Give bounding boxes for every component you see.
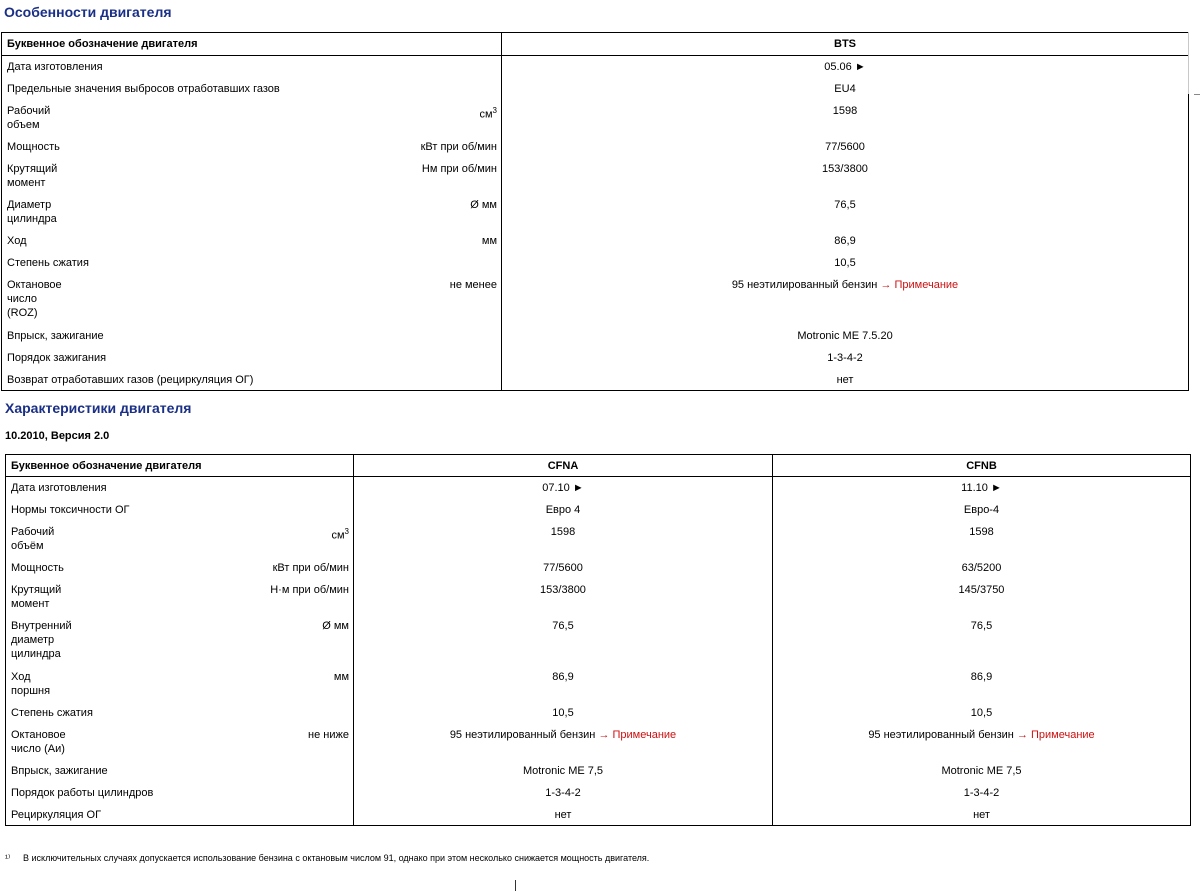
value-cell: [354, 579, 773, 615]
value-cell: [773, 702, 1191, 724]
parameter-cell: [6, 782, 354, 804]
table-row: [6, 615, 1191, 666]
parameter-value: 95 неэтилированный бензин: [731, 278, 878, 291]
table-header-row: [2, 33, 1189, 56]
table-row: [2, 158, 1189, 194]
parameter-name: Порядок зажигания: [7, 351, 107, 364]
parameter-cell: [6, 557, 354, 579]
parameter-value: EU4: [834, 82, 856, 95]
parameter-unit: мм: [481, 234, 497, 247]
document-version: 10.2010, Версия 2.0: [5, 430, 110, 442]
parameter-cell: [6, 804, 354, 826]
value-cell: [773, 477, 1191, 499]
table-row: [2, 100, 1189, 136]
parameter-unit: кВт при об/мин: [420, 140, 497, 153]
parameter-value: 10,5: [834, 256, 856, 269]
value-cell: [773, 615, 1191, 666]
value-cell: [773, 666, 1191, 702]
value-cell: [773, 521, 1191, 557]
value-cell: [502, 252, 1189, 274]
value-cell: [354, 615, 773, 666]
parameter-cell: [2, 347, 502, 369]
parameter-value: 95 неэтилированный бензин: [868, 728, 1014, 741]
value-cell: [354, 760, 773, 782]
value-cell: [502, 274, 1189, 325]
note-link[interactable]: → Примечание: [1016, 728, 1095, 741]
table-row: [6, 782, 1191, 804]
parameter-value: нет: [836, 373, 854, 386]
parameter-name: Мощность: [11, 561, 64, 574]
value-cell: [773, 579, 1191, 615]
parameter-name: Крутящий момент: [11, 583, 62, 610]
value-cell: [354, 724, 773, 760]
table-header-row: [6, 455, 1191, 477]
parameter-name: Рабочий объем: [7, 104, 51, 131]
parameter-value: 1-3-4-2: [545, 786, 581, 799]
parameter-name: Порядок работы цилиндров: [11, 786, 154, 799]
parameter-cell: [6, 666, 354, 702]
parameter-value: 10,5: [970, 706, 993, 719]
parameter-value: 153/3800: [540, 583, 586, 596]
value-cell: [502, 230, 1189, 252]
value-cell: [502, 56, 1189, 78]
value-cell: [354, 557, 773, 579]
table-row: [2, 194, 1189, 230]
parameter-name: Дата изготовления: [11, 482, 107, 494]
value-cell: [502, 194, 1189, 230]
header-engine-code: BTS: [502, 33, 1189, 56]
parameter-value: 76,5: [552, 619, 574, 632]
footnote: [5, 852, 705, 864]
parameter-cell: [2, 56, 502, 78]
header-engine-code-cfna: CFNA: [354, 455, 773, 477]
parameter-name: Крутящий момент: [7, 162, 58, 189]
value-cell: [773, 557, 1191, 579]
parameter-cell: [6, 724, 354, 760]
parameter-value: 07.10 ►: [542, 482, 584, 494]
note-link[interactable]: → Примечание: [880, 278, 959, 291]
parameter-name: Октановое число (ROZ): [7, 278, 62, 319]
table-row: [6, 724, 1191, 760]
parameter-unit: Нм при об/мин: [421, 162, 497, 175]
header-engine-code-cfnb: CFNB: [773, 455, 1191, 477]
header-label: Буквенное обозначение двигателя: [2, 33, 502, 56]
value-cell: [502, 158, 1189, 194]
footnote-text: В исключительных случаях допускается использование бензина с октановым числом 91, однако при этом несколько снижается мощность двигателя.: [23, 853, 650, 863]
parameter-unit: Ø мм: [470, 198, 497, 211]
footnote-mark: ¹⁾: [5, 853, 11, 863]
parameter-cell: [6, 499, 354, 521]
value-cell: [354, 499, 773, 521]
parameter-unit: Н·м при об/мин: [270, 583, 349, 596]
value-cell: [773, 782, 1191, 804]
parameter-value: Motronic ME 7.5.20: [797, 329, 893, 342]
table-row: [2, 56, 1189, 78]
parameter-cell: [2, 78, 502, 100]
table-row: [6, 557, 1191, 579]
table-row: [6, 579, 1191, 615]
parameter-cell: [6, 760, 354, 782]
parameter-name: Внутренний диаметр цилиндра: [11, 619, 72, 660]
parameter-cell: [6, 615, 354, 666]
parameter-value: 1598: [550, 525, 576, 538]
table-row: [2, 347, 1189, 369]
table-row: [2, 325, 1189, 347]
parameter-value: 63/5200: [961, 561, 1002, 574]
parameter-value: 86,9: [834, 234, 856, 247]
parameter-value: нет: [973, 808, 990, 821]
table-row: [2, 78, 1189, 100]
table-row: [2, 274, 1189, 325]
parameter-value: 145/3750: [958, 583, 1005, 596]
value-cell: [354, 666, 773, 702]
parameter-name: Рабочий объём: [11, 525, 55, 552]
table-row: [6, 760, 1191, 782]
parameter-value: нет: [554, 808, 572, 821]
parameter-value: 76,5: [970, 619, 993, 632]
parameter-name: Впрыск, зажигание: [11, 764, 108, 777]
value-cell: [354, 782, 773, 804]
value-cell: [773, 724, 1191, 760]
value-cell: [354, 804, 773, 826]
parameter-cell: [2, 194, 502, 230]
table-row: [2, 136, 1189, 158]
parameter-value: 1598: [969, 525, 994, 538]
parameter-unit: $см^3$: [479, 105, 497, 121]
value-cell: [502, 325, 1189, 347]
section2-title: Характеристики двигателя: [5, 400, 192, 416]
header-label: Буквенное обозначение двигателя: [6, 455, 354, 477]
value-cell: [502, 347, 1189, 369]
parameter-name: Предельные значения выбросов отработавших газов: [7, 82, 280, 95]
parameter-value: 86,9: [552, 670, 574, 683]
value-cell: [354, 521, 773, 557]
parameter-cell: [6, 521, 354, 557]
parameter-name: Диаметр цилиндра: [7, 198, 57, 225]
value-cell: [773, 760, 1191, 782]
parameter-name: Возврат отработавших газов (рециркуляция ОГ): [7, 373, 254, 386]
parameter-value: Евро 4: [545, 503, 581, 516]
parameter-value: Motronic ME 7,5: [941, 764, 1022, 777]
note-link[interactable]: → Примечание: [598, 728, 677, 741]
parameter-value: 95 неэтилированный бензин: [449, 728, 596, 741]
parameter-cell: [6, 477, 354, 499]
parameter-value: 1-3-4-2: [827, 351, 863, 364]
table-row: [6, 521, 1191, 557]
value-cell: [502, 136, 1189, 158]
parameter-value: 77/5600: [825, 140, 865, 153]
parameter-name: Ход: [7, 234, 27, 247]
table-row: [6, 702, 1191, 724]
parameter-name: Мощность: [7, 140, 60, 153]
table-row: [2, 230, 1189, 252]
parameter-name: Впрыск, зажигание: [7, 329, 104, 342]
engine-characteristics-table: [5, 454, 1191, 826]
parameter-unit: не ниже: [308, 728, 349, 741]
parameter-cell: [2, 325, 502, 347]
parameter-value: 86,9: [970, 670, 993, 683]
parameter-unit: мм: [333, 670, 349, 683]
parameter-cell: [6, 579, 354, 615]
table-row: [2, 369, 1189, 391]
parameter-name: Нормы токсичности ОГ: [11, 503, 130, 516]
table-row: [2, 252, 1189, 274]
table-row: [6, 477, 1191, 499]
parameter-name: Степень сжатия: [7, 256, 89, 269]
value-cell: [502, 100, 1189, 136]
value-cell: [354, 702, 773, 724]
parameter-value: 1598: [832, 104, 858, 117]
parameter-cell: [6, 702, 354, 724]
section1-title: Особенности двигателя: [4, 4, 172, 20]
table-row: [6, 499, 1191, 521]
parameter-cell: [2, 252, 502, 274]
parameter-value: 76,5: [834, 198, 856, 211]
parameter-cell: [2, 230, 502, 252]
parameter-value: 11.10 ►: [961, 482, 1002, 494]
parameter-unit: кВт при об/мин: [272, 561, 349, 574]
parameter-name: Дата изготовления: [7, 61, 103, 73]
parameter-unit: $см^3$: [331, 526, 349, 542]
table-row: [6, 804, 1191, 826]
parameter-cell: [2, 100, 502, 136]
parameter-value: 153/3800: [822, 162, 868, 175]
table-row: [6, 666, 1191, 702]
unit-superscript: 3: [344, 526, 349, 536]
value-cell: [354, 477, 773, 499]
parameter-value: Евро-4: [963, 503, 1000, 516]
parameter-name: Октановое число (Аи): [11, 728, 66, 755]
scrollbar[interactable]: [1188, 32, 1200, 94]
parameter-value: 77/5600: [543, 561, 583, 574]
value-cell: [773, 804, 1191, 826]
value-cell: [502, 369, 1189, 391]
unit-superscript: 3: [492, 105, 497, 115]
parameter-unit: Ø мм: [322, 619, 349, 632]
parameter-value: Motronic ME 7,5: [522, 764, 604, 777]
parameter-name: Ход поршня: [11, 670, 51, 697]
parameter-name: Рециркуляция ОГ: [11, 808, 102, 821]
parameter-value: 05.06 ►: [824, 61, 866, 73]
parameter-cell: [2, 158, 502, 194]
parameter-unit: не менее: [449, 278, 497, 291]
parameter-cell: [2, 274, 502, 325]
parameter-cell: [2, 136, 502, 158]
engine-features-table: [1, 32, 1189, 391]
parameter-cell: [2, 369, 502, 391]
parameter-value: 1-3-4-2: [963, 786, 1000, 799]
parameter-name: Степень сжатия: [11, 706, 93, 719]
value-cell: [502, 78, 1189, 100]
text-cursor: [515, 880, 516, 891]
parameter-value: 10,5: [552, 706, 574, 719]
value-cell: [773, 499, 1191, 521]
